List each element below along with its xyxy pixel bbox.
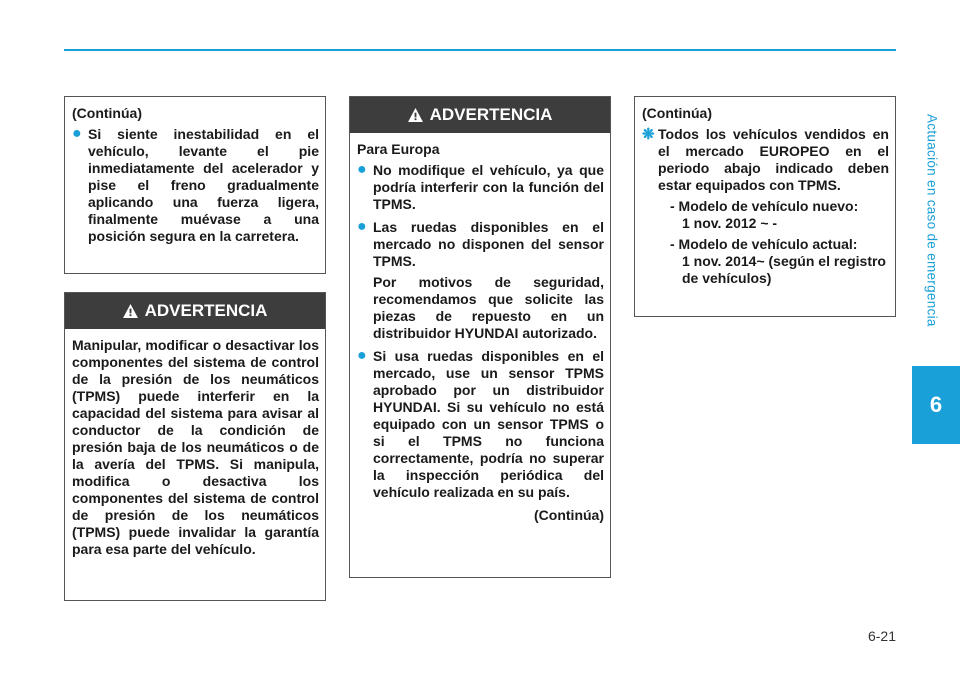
top-rule: [64, 49, 896, 51]
region-heading: Para Europa: [357, 141, 440, 157]
continued-heading: (Continúa): [72, 105, 142, 121]
list-item: ● No modifique el vehículo, ya que podría interferir con la función del TPMS.: [357, 161, 604, 212]
list-item: ● Si siente inestabilidad en el vehículo, levante el pie inmediatamente del acelerador y pise el freno gradualmente aplicando una fuerza ligera, finalmente muévase a una posición segura en la carretera.: [72, 125, 319, 244]
bullet-icon: ●: [357, 218, 367, 235]
safety-paragraph: Por motivos de seguridad, recomendamos que solicite las piezas de repuesto en un distribuidor HYUNDAI autorizado.: [373, 274, 604, 341]
europe-tpms-dates-box: [634, 96, 896, 317]
warning-title: ADVERTENCIA: [144, 301, 268, 320]
warning-triangle-icon: [408, 108, 423, 122]
asterisk-note-icon: ❋: [642, 126, 655, 143]
continued-footer: (Continúa): [534, 507, 604, 523]
list-item: ● Las ruedas disponibles en el mercado no disponen del sensor TPMS.: [357, 218, 604, 269]
page-number: 6-21: [867, 628, 896, 644]
new-model-item: - Modelo de vehículo nuevo: 1 nov. 2012 ~ -: [670, 198, 859, 231]
warning-triangle-icon: [123, 304, 138, 318]
continued-heading: (Continúa): [642, 105, 712, 121]
note-item: ❋ Todos los vehículos vendidos en el mercado EUROPEO en el periodo abajo indicado deben estar equipados con TPMS.: [642, 126, 889, 193]
continued-warning-box: [64, 96, 326, 274]
warning-title: ADVERTENCIA: [429, 105, 553, 124]
current-model-item: - Modelo de vehículo actual: 1 nov. 2014~ (según el registro de vehículos): [670, 236, 886, 286]
warning-header: [350, 97, 610, 133]
chapter-side-title: Actuación en caso de emergencia: [924, 113, 940, 327]
europe-warning-box: [349, 96, 611, 578]
bullet-icon: ●: [357, 347, 367, 364]
bullet-icon: ●: [72, 125, 82, 142]
tpms-tamper-warning-box: [64, 292, 326, 601]
chapter-tab: 6: [912, 366, 960, 444]
bullet-icon: ●: [357, 161, 367, 178]
list-item: ● Si usa ruedas disponibles en el mercado, use un sensor TPMS aprobado por un distribuidor HYUNDAI. Si su vehículo no está equipado con un sensor TPMS o si el TPMS no funciona correctamente, podría no superar la inspección periódica del vehículo realizada en su país.: [357, 347, 604, 500]
warning-text: Manipular, modificar o desactivar los componentes del sistema de control de la presión de los neumáticos (TPMS) puede interferir en la capacidad del sistema para avisar al conductor de la condición de presión baja de los neumáticos o de la avería del TPMS. Si manipula, modifica o desactiva los componentes del sistema de control de presión de los neumáticos (TPMS) puede invalidar la garantía para esa parte del vehículo.: [72, 337, 319, 557]
warning-header: [65, 293, 325, 329]
